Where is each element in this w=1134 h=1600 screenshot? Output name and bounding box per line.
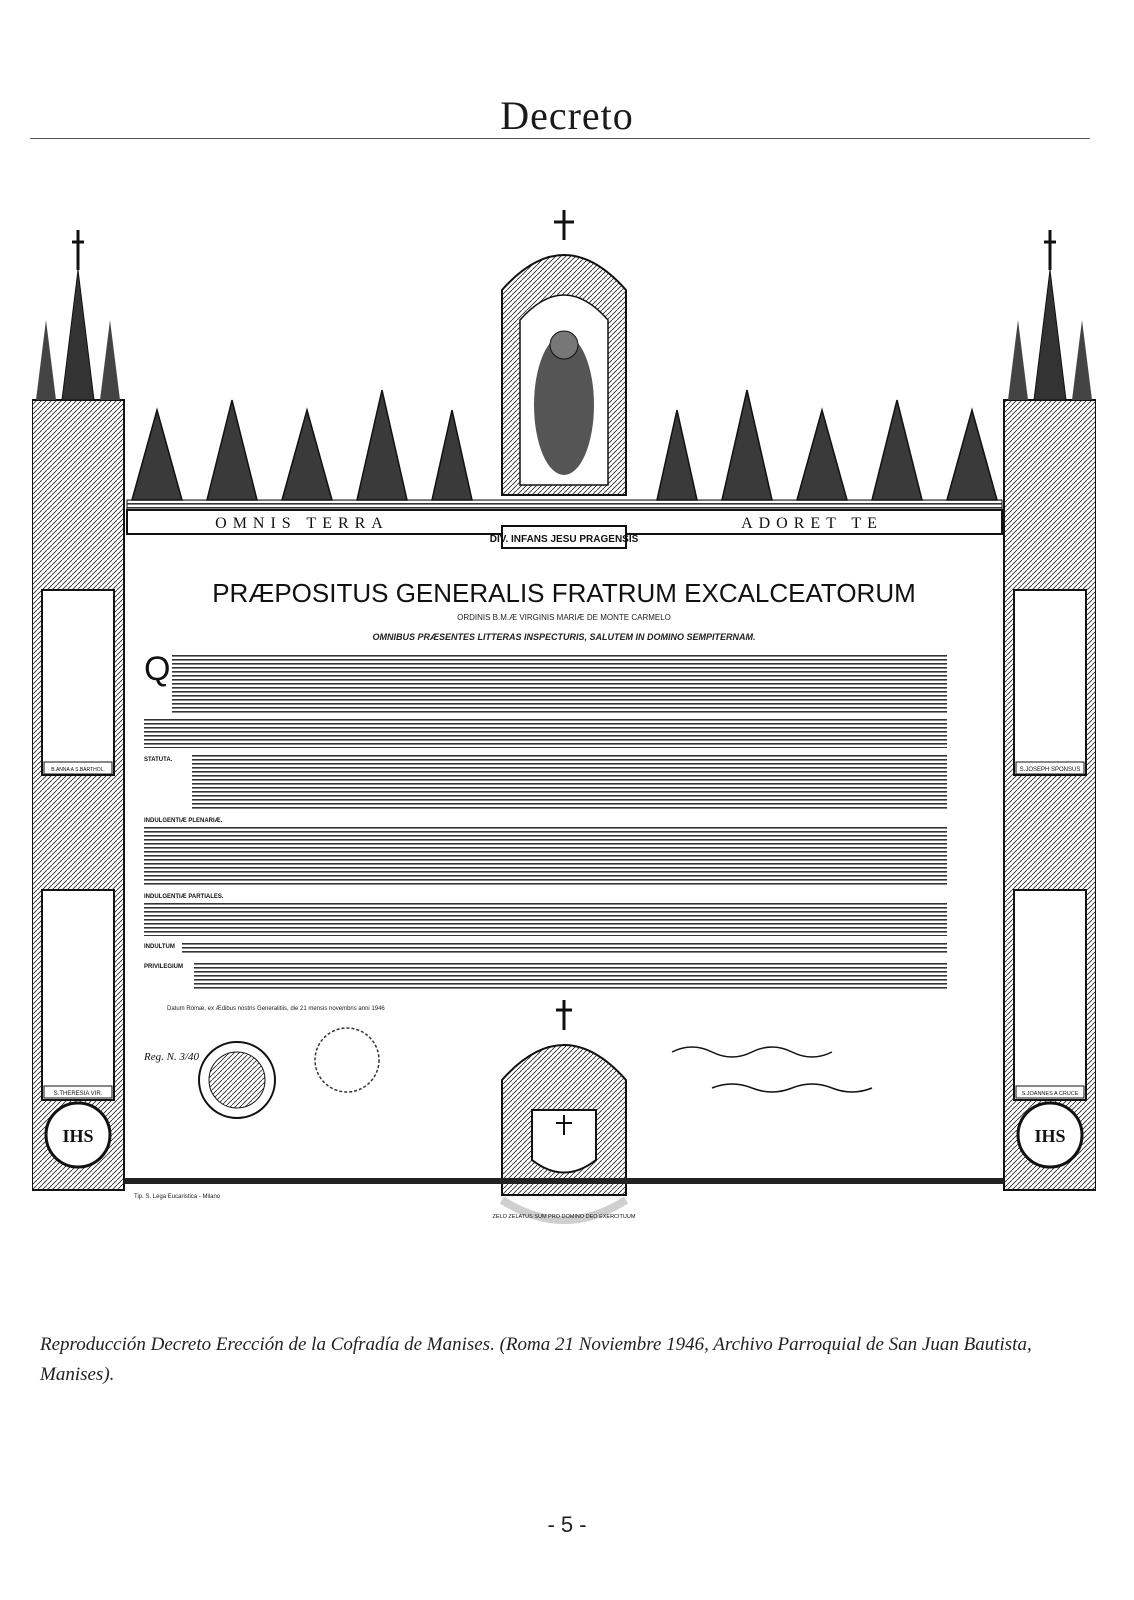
right-ihs-monogram: IHS <box>1034 1126 1066 1146</box>
decree-date-line: Datum Romæ, ex Ædibus nostris Generalitiis, die 21 mensis novembris anni 1946 <box>167 1006 385 1012</box>
section-label-indultum: INDULTUM <box>144 944 175 950</box>
decree-paragraph-2 <box>144 718 947 748</box>
signatures <box>672 1047 872 1092</box>
title-divider <box>30 138 1090 139</box>
decree-salutation: OMNIBUS PRÆSENTES LITTERAS INSPECTURIS, SALUTEM IN DOMINO SEMPITERNAM. <box>372 632 756 642</box>
statuta-text <box>192 755 947 811</box>
decree-body <box>144 578 947 1012</box>
decree-illustration <box>32 210 1096 1246</box>
indultum-text <box>182 942 947 954</box>
right-saint-top-label: S.JOSEPH SPONSUS <box>1019 767 1081 773</box>
banner-center-text: DIV. INFANS JESU PRAGENSIS <box>489 534 639 545</box>
figure-caption: Reproducción Decreto Erección de la Cofradía de Manises. (Roma 21 Noviembre 1946, Archivo Parroquial de San Juan Bautista, Manises). <box>40 1334 1032 1385</box>
right-saint-bottom-label: S.JOANNES A CRUCE <box>1021 1091 1079 1097</box>
banner-left-text: OMNIS TERRA <box>215 515 389 532</box>
seal-left-inner <box>209 1052 265 1108</box>
section-label-partiales: INDULGENTIÆ PARTIALES. <box>144 894 224 900</box>
right-gothic-column <box>1004 230 1096 1190</box>
page-number: - 5 - <box>547 1512 587 1537</box>
banner-right-text: ADORET TE <box>741 515 883 532</box>
left-saint-bottom-label: S.THERESIA VIR. <box>53 1091 103 1097</box>
left-ihs-monogram: IHS <box>62 1126 94 1146</box>
decree-paragraph-1 <box>172 655 947 713</box>
printer-credit: Tip. S. Lega Eucaristica - Milano <box>134 1194 221 1200</box>
section-label-privilegium: PRIVILEGIUM <box>144 964 184 970</box>
left-gothic-column <box>32 230 124 1190</box>
shield-motto: ZELO ZELATUS SUM PRO DOMINO DEO EXERCITUUM <box>492 1214 636 1220</box>
drop-cap: Q <box>144 650 171 688</box>
partiales-text <box>144 902 947 936</box>
plenariae-text <box>144 826 947 886</box>
central-shrine <box>502 210 626 495</box>
section-label-plenariae: INDULGENTIÆ PLENARIÆ. <box>144 818 223 824</box>
section-label-statuta: STATUTA. <box>144 757 173 763</box>
bottom-border <box>124 1178 1004 1184</box>
decree-heading: PRÆPOSITUS GENERALIS FRATRUM EXCALCEATORUM <box>212 578 916 608</box>
bottom-shield-shrine <box>493 1000 636 1220</box>
registration-note: Reg. N. 3/40 <box>144 1051 199 1063</box>
decree-reproduction <box>32 210 1096 1246</box>
left-saint-top-label: B.ANNA A S.BARTHOL. <box>51 767 105 773</box>
banner-band <box>127 510 1002 548</box>
page-title: Decreto <box>500 93 634 138</box>
privilegium-text <box>194 962 947 990</box>
seal-right <box>315 1028 379 1092</box>
decree-subheading: ORDINIS B.M.Æ VIRGINIS MARIÆ DE MONTE CARMELO <box>457 613 671 622</box>
